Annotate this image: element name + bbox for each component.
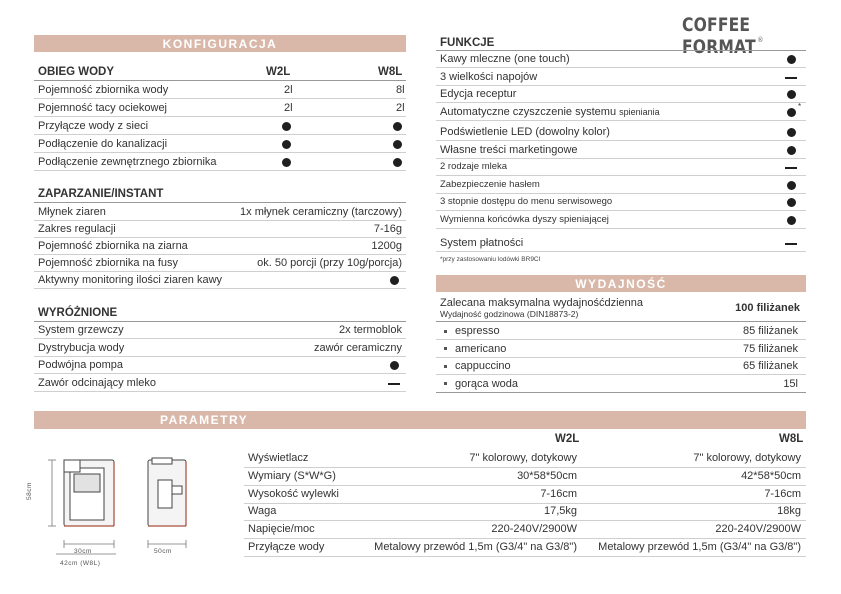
row-label (444, 360, 511, 372)
w2l-value: 17,5kg (543, 505, 577, 518)
wyroznione-row (34, 357, 406, 374)
row-label: Dystrybucja wody (38, 341, 125, 354)
row-label: Pojemność zbiornika na ziarna (38, 240, 188, 252)
asterisk-mark: * (798, 101, 802, 111)
parametry-band: PARAMETRY (34, 411, 806, 429)
wyroznione-row (34, 340, 406, 357)
row-label: Przyłącze wody (248, 541, 325, 553)
bullet-icon (444, 330, 447, 333)
wydajnosc-main-value: 100 filiżanek (735, 302, 800, 314)
front-view (64, 460, 114, 526)
row-label-text: Własne treści marketingowe (440, 143, 578, 156)
row-value: 2x termoblok (339, 324, 402, 336)
funkcje-row (436, 69, 806, 86)
param-col-w8l: W8L (779, 433, 804, 445)
wydajnosc-main-row (436, 296, 806, 322)
w8l-value: 18kg (777, 505, 801, 518)
row-value-dash-icon (388, 383, 400, 385)
bullet-icon (444, 347, 447, 350)
row-label: Wysokość wylewki (248, 487, 339, 500)
row-label (444, 343, 506, 355)
row-label-text: Zabezpieczenie hasłem (440, 178, 540, 190)
row-label: Podwójna pompa (38, 359, 124, 371)
parametry-row (244, 539, 806, 557)
zaparzanie-row (34, 221, 406, 238)
bullet-icon (444, 382, 447, 385)
funkcje-row (436, 194, 806, 211)
row-label: Zawór odcinający mleko (38, 376, 156, 389)
w8l-value-dot-icon (393, 158, 402, 167)
side-view (148, 458, 186, 526)
row-label-text: americano (455, 342, 507, 355)
funkcje-row (436, 235, 806, 252)
row-value: ok. 50 porcji (przy 10g/porcja) (257, 257, 402, 269)
w8l-value: Metalowy przewód 1,5m (G3/4" na G3/8") (598, 541, 801, 553)
row-label: Przyłącze wody z sieci (38, 120, 149, 132)
w8l-value: 42*58*50cm (741, 469, 801, 482)
row-label-text: Wymienna końcówka dyszy spieniającej (440, 213, 609, 225)
obieg-wody-row (34, 82, 406, 99)
w2l-value-dot-icon (282, 122, 291, 131)
funkcje-title: FUNKCJE (440, 37, 495, 49)
w8l-value: 7-16cm (764, 487, 801, 500)
w2l-value-dot-icon (282, 158, 291, 167)
konfiguracja-band: KONFIGURACJA (34, 35, 406, 52)
w8l-value-dot-icon (393, 122, 402, 131)
wydajnosc-sub-label: Wydajność godzinowa (DIN18873-2) (440, 309, 579, 319)
w2l-value: 30*58*50cm (517, 469, 577, 482)
row-label-text: Automatyczne czyszczenie systemu (440, 105, 617, 118)
row-label-text: Kawy mleczne (one touch) (440, 53, 570, 65)
row-value-dot-icon (787, 198, 796, 207)
zaparzanie-rule (34, 202, 406, 203)
row-label: Pojemność tacy ociekowej (38, 102, 168, 114)
funkcje-footnote: *przy zastosowaniu lodówki BR9CI (440, 256, 541, 263)
row-label (440, 237, 523, 249)
w8l-value: 7" kolorowy, dotykowy (693, 452, 801, 464)
w8l-value: 8l (396, 84, 405, 96)
zaparzanie-title: ZAPARZANIE/INSTANT (38, 188, 164, 200)
row-value-dot-icon (787, 128, 796, 137)
zaparzanie-row (34, 204, 406, 221)
dim-width-w8l: 42cm (W8L) (60, 560, 101, 567)
parametry-row (244, 503, 806, 521)
row-label (440, 144, 578, 156)
row-value: 85 filiżanek (742, 325, 798, 337)
row-label-text: System płatności (440, 237, 524, 249)
funkcje-row (436, 177, 806, 194)
w2l-value: 7" kolorowy, dotykowy (469, 452, 577, 464)
w2l-value-dot-icon (282, 140, 291, 149)
row-value-dot-icon (390, 276, 399, 285)
row-label: Wyświetlacz (248, 452, 309, 464)
zaparzanie-row (34, 272, 406, 289)
col-w8l: W8L (378, 66, 403, 78)
wydajnosc-row (436, 341, 806, 358)
row-label (444, 325, 500, 337)
obieg-wody-header (34, 64, 406, 81)
row-label (440, 196, 612, 207)
parametry-row (244, 468, 806, 486)
parametry-row (244, 450, 806, 468)
row-label (440, 179, 540, 190)
wydajnosc-band: WYDAJNOŚĆ (436, 275, 806, 292)
row-label (440, 71, 537, 83)
obieg-wody-title: OBIEG WODY (38, 66, 115, 78)
row-value: 1x młynek ceramiczny (tarczowy) (240, 206, 402, 218)
row-value-dot-icon (787, 90, 796, 99)
row-value-dot-icon (787, 108, 796, 117)
row-label: Pojemność zbiornika na fusy (38, 257, 179, 269)
row-label (440, 88, 516, 100)
row-value-dot-icon (787, 146, 796, 155)
row-label: Waga (248, 505, 277, 518)
row-label: Zakres regulacji (38, 223, 116, 235)
w2l-value: Metalowy przewód 1,5m (G3/4" na G3/8") (374, 541, 577, 553)
dim-width-w2l: 30cm (74, 548, 92, 555)
row-label: Podłączenie zewnętrznego zbiornika (38, 156, 217, 168)
row-value: 75 filiżanek (742, 342, 798, 355)
wydajnosc-row (436, 323, 806, 340)
wydajnosc-row (436, 358, 806, 375)
row-label: Pojemność zbiornika wody (38, 84, 169, 96)
obieg-wody-row (34, 136, 406, 153)
row-label-text: Podświetlenie LED (dowolny kolor) (440, 126, 610, 138)
row-label (440, 106, 660, 118)
zaparzanie-row (34, 255, 406, 272)
row-label-text: gorąca woda (455, 377, 518, 390)
row-label-text: Edycja receptur (440, 88, 517, 100)
row-label: System grzewczy (38, 324, 124, 336)
w2l-value: 7-16cm (540, 487, 577, 500)
wyroznione-row (34, 375, 406, 392)
row-value: 1200g (371, 240, 402, 252)
row-label: Napięcie/moc (248, 523, 315, 536)
funkcje-row (436, 124, 806, 141)
row-value-dot-icon (787, 216, 796, 225)
w8l-value-dot-icon (393, 140, 402, 149)
zaparzanie-row (34, 238, 406, 255)
brand-name: COFFEE FORMAT (682, 14, 756, 58)
row-label (440, 126, 610, 138)
row-value-dash-icon (785, 167, 797, 169)
funkcje-row (436, 101, 806, 121)
row-label-text: 3 wielkości napojów (440, 70, 538, 83)
w2l-value: 2l (284, 84, 293, 96)
w8l-value: 220-240V/2900W (715, 523, 801, 536)
row-label-text: espresso (455, 325, 500, 337)
row-label-text: cappuccino (455, 360, 511, 372)
row-value: 7-16g (373, 223, 402, 235)
row-value-dash-icon (785, 77, 797, 79)
machine-dimension-drawing (30, 452, 200, 572)
row-label-small: spieniania (619, 106, 660, 117)
row-label (444, 378, 518, 390)
obieg-wody-row (34, 118, 406, 135)
parametry-row (244, 486, 806, 504)
param-col-w2l: W2L (555, 433, 580, 445)
obieg-wody-row (34, 100, 406, 117)
row-label (440, 214, 609, 225)
row-label: Aktywny monitoring ilości ziaren kawy (38, 274, 223, 286)
funkcje-row (436, 212, 806, 229)
funkcje-row (436, 142, 806, 159)
row-label-text: 2 rodzaje mleka (440, 161, 508, 172)
row-label (440, 53, 570, 65)
row-label: Wymiary (S*W*G) (248, 469, 336, 482)
w2l-value: 220-240V/2900W (491, 523, 577, 536)
row-value-dot-icon (787, 181, 796, 190)
row-value-dot-icon (390, 361, 399, 370)
row-value: 65 filiżanek (742, 360, 798, 372)
parametry-row (244, 521, 806, 539)
row-value: 15l (783, 377, 798, 390)
row-value-dash-icon (785, 243, 797, 245)
row-label-text: 3 stopnie dostępu do menu serwisowego (440, 196, 613, 207)
brand-reg: ® (757, 36, 764, 44)
funkcje-row (436, 159, 806, 176)
row-value: zawór ceramiczny (313, 341, 402, 354)
wydajnosc-main-label: Zalecana maksymalna wydajnośćdzienna (440, 297, 643, 309)
w2l-value: 2l (284, 102, 293, 114)
bullet-icon (444, 365, 447, 368)
col-w2l: W2L (266, 66, 291, 78)
funkcje-row (436, 86, 806, 103)
row-label (440, 161, 507, 172)
funkcje-row (436, 51, 806, 68)
wyroznione-row (34, 322, 406, 339)
row-label: Podłączenie do kanalizacji (38, 138, 168, 150)
wydajnosc-row (436, 376, 806, 393)
dim-depth: 50cm (154, 548, 172, 555)
dim-height: 58cm (26, 482, 33, 500)
row-label: Młynek ziaren (38, 206, 106, 218)
wyroznione-title: WYRÓŻNIONE (38, 307, 118, 319)
obieg-wody-row (34, 154, 406, 171)
row-value-dot-icon (787, 55, 796, 64)
w8l-value: 2l (396, 102, 405, 114)
